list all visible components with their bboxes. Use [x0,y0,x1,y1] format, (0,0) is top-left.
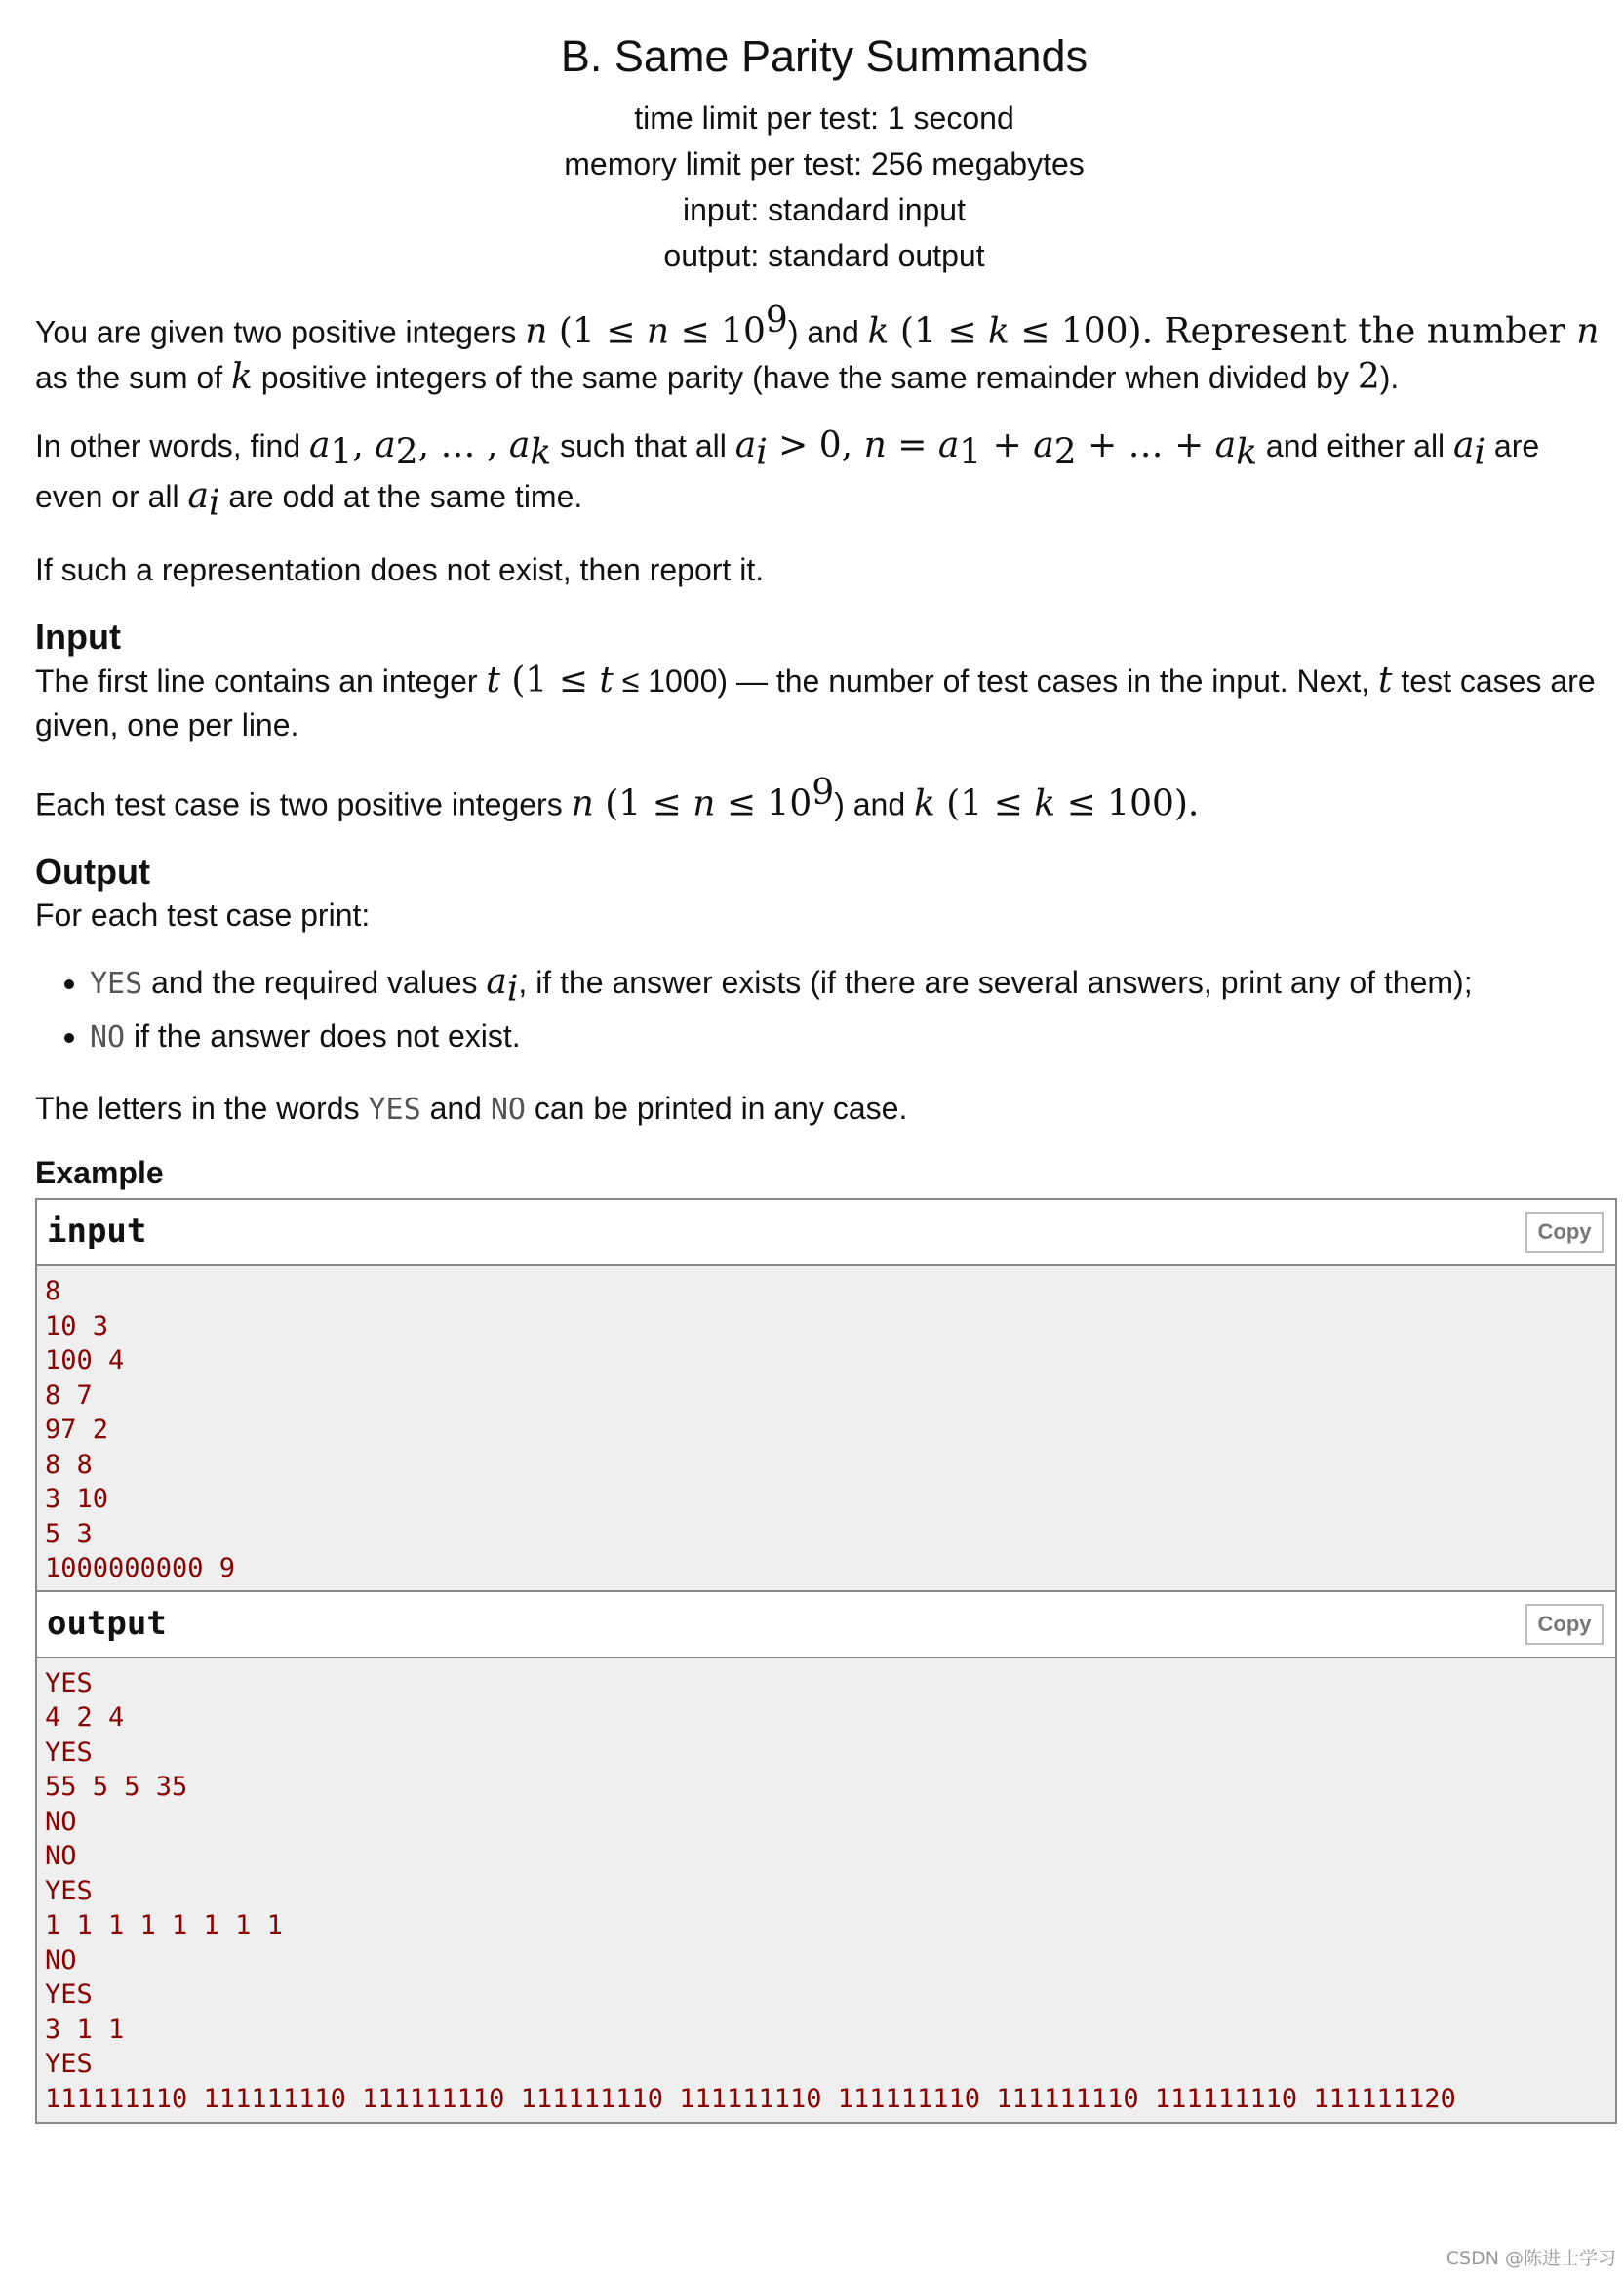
math-text: , [352,424,376,465]
limits-block [0,96,1624,279]
math-text: (1 ≤ [593,784,693,825]
code-yes: YES [368,1093,421,1128]
input-paragraph-1 [35,659,1615,747]
text: The letters in the words [35,1091,369,1127]
math-text: , … , [417,424,509,465]
math-var: n [693,784,716,825]
text: as the sum of [35,359,231,395]
output-line: 111111110 111111110 111111110 111111110 111111110 111111110 111111110 111111110 111111120 [45,2083,1456,2114]
math-exponent: 9 [765,300,788,340]
input-line: 3 10 [45,1484,109,1515]
input-box-body [37,1266,1615,1590]
input-line: 8 8 [45,1449,93,1480]
math-var: n [525,311,548,352]
math-text: + … + [1076,424,1215,465]
text: positive integers of the same parity (have the same remainder when divided by [252,359,1358,395]
time-limit: time limit per test: 1 second [634,100,1014,136]
math-var: a [508,424,531,465]
output-line: NO [45,1841,77,1872]
math-var: k [914,784,935,825]
list-item [90,959,1615,1013]
math-subscript: i [209,483,220,524]
math-var: a [1033,424,1054,465]
math-subscript: 2 [1053,432,1077,473]
input-paragraph-2 [35,771,1615,827]
output-line: YES [45,1737,93,1768]
math-var: k [987,311,1010,352]
math-text: = [886,424,938,465]
output-spec: output: standard output [663,238,985,273]
output-intro: For each test case print: [35,898,371,934]
code-yes: YES [90,967,143,1002]
text: ≤ 1000) — the number of test cases in the input. Next, [613,663,1379,699]
math-var: a [375,424,396,465]
output-line: YES [45,1875,93,1906]
text: Each test case is two positive integers [35,787,572,823]
output-box-title: output [47,1603,167,1643]
input-line: 5 3 [45,1518,93,1549]
math-var: n [646,311,670,352]
math-text: + [981,424,1034,465]
text: if the answer does not exist. [125,1018,521,1055]
math-subscript: 1 [959,432,982,473]
example-title: Example [35,1155,164,1191]
problem-page [35,0,1615,2124]
csdn-watermark: CSDN @陈进士学习 [1446,2248,1616,2269]
math-text: (1 ≤ [499,660,600,701]
math-text: > 0, [767,424,864,465]
math-var: a [1453,424,1475,465]
math-text: ≤ 100). [1055,784,1200,825]
output-line: YES [45,2049,93,2080]
math-text: 2 [1357,356,1380,397]
math-text: (1 ≤ [934,784,1035,825]
sample-test [35,1198,1617,2124]
output-section-title: Output [35,852,150,893]
text: The first line contains an integer [35,663,487,699]
memory-limit: memory limit per test: 256 megabytes [564,146,1085,181]
output-note [35,1087,1615,1132]
code-no: NO [90,1020,126,1056]
input-box-header [37,1200,1615,1266]
text: ). [1379,359,1400,395]
problem-title: B. Same Parity Summands [560,31,1089,81]
math-text: ≤ 100). Represent the number [1009,311,1577,352]
math-var: a [937,424,960,465]
math-subscript: 1 [330,432,353,473]
math-subscript: k [530,432,552,473]
math-var: t [599,660,614,701]
output-line: YES [45,1979,93,2011]
text: such that all [551,427,735,463]
math-var: a [1214,424,1237,465]
input-section-title: Input [35,617,121,658]
math-subscript: i [756,432,768,473]
text: , if the answer exists (if there are several answers, print any of them); [518,965,1473,1001]
math-text: (1 ≤ [889,311,988,352]
input-spec: input: standard input [683,192,966,227]
output-line: NO [45,1944,77,1976]
math-exponent: 9 [812,773,835,814]
math-subscript: 2 [395,432,418,473]
input-line: 8 [45,1276,61,1307]
output-box-header [37,1592,1615,1658]
math-text: ≤ 10 [715,784,812,825]
math-var: a [734,424,757,465]
text: can be printed in any case. [525,1091,908,1127]
statement-paragraph-3: If such a representation does not exist, then report it. [35,552,765,588]
text: and the required values [142,965,487,1001]
input-line: 10 3 [45,1310,109,1341]
math-var: t [1378,660,1393,701]
copy-input-button[interactable]: Copy [1525,1212,1604,1253]
statement-paragraph-2 [35,423,1615,526]
copy-output-button[interactable]: Copy [1525,1604,1604,1645]
input-line: 1000000000 9 [45,1553,236,1584]
math-text: (1 ≤ [547,311,647,352]
text: are odd at the same time. [219,479,583,515]
input-line: 8 7 [45,1379,93,1411]
text: ) and [834,787,915,823]
math-var: k [1034,784,1056,825]
math-subscript: i [1474,432,1486,473]
input-line: 97 2 [45,1415,109,1446]
text: and [420,1091,491,1127]
math-var: n [863,424,887,465]
text: You are given two positive integers [35,314,526,350]
math-var: k [230,356,253,397]
output-line: YES [45,1667,93,1698]
math-var: n [571,784,594,825]
math-var: a [309,424,331,465]
text: and either all [1257,427,1454,463]
list-item [90,1013,1615,1061]
output-line: 55 5 5 35 [45,1772,188,1803]
text: In other words, find [35,427,310,463]
problem-header [0,29,1624,279]
output-line: 1 1 1 1 1 1 1 1 [45,1910,283,1941]
output-line: 3 1 1 [45,2014,125,2045]
math-subscript: i [506,969,519,1010]
output-line: 4 2 4 [45,1702,125,1734]
output-line: NO [45,1806,77,1837]
math-text: ≤ 10 [669,311,766,352]
input-line: 100 4 [45,1345,125,1377]
text: are even or all [35,427,1540,515]
input-box-title: input [47,1212,147,1252]
text: test cases are given, one per line. [35,663,1596,743]
output-box-body [37,1658,1615,2123]
math-var: t [486,660,500,701]
math-subscript: k [1236,432,1258,473]
math-var: k [867,311,890,352]
text: ) and [787,314,868,350]
math-var: a [486,962,507,1003]
math-var: n [1576,311,1600,352]
output-bullet-list [35,959,1615,1061]
code-no: NO [490,1093,526,1128]
math-var: a [187,476,209,517]
statement-paragraph-1 [35,299,1615,400]
